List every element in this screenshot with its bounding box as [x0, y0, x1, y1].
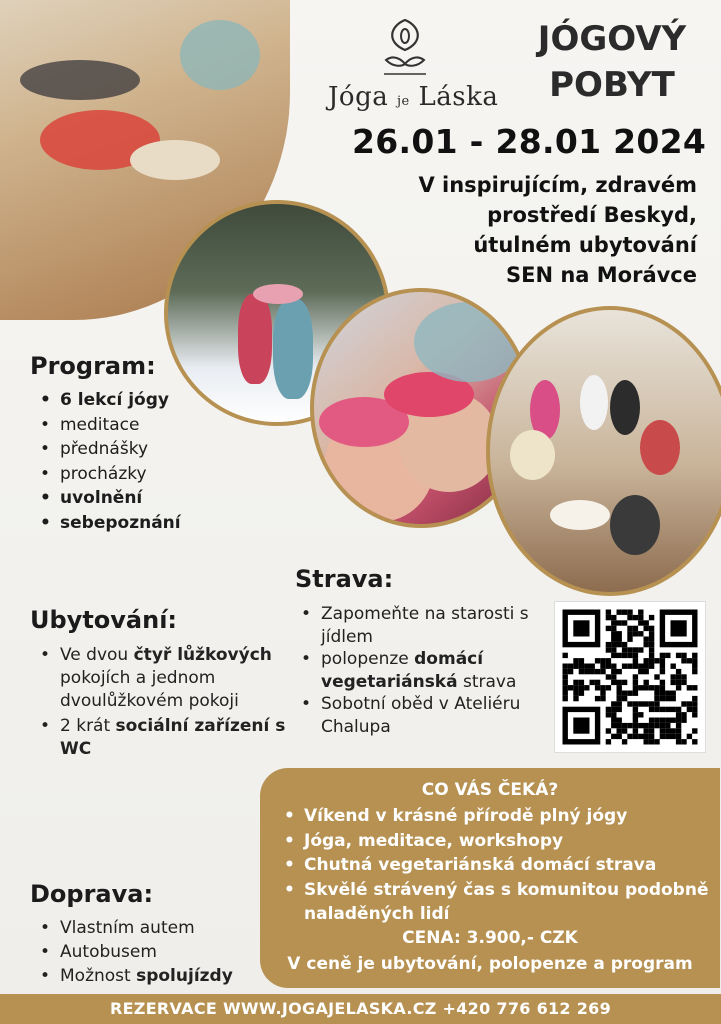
strava-list — [299, 603, 544, 738]
doprava-section — [30, 880, 233, 988]
offer-item: • Víkend v krásné přírodě plný jógy — [282, 804, 712, 829]
ubytovani-item: • 2 krát sociální zařízení s WC — [38, 715, 293, 761]
strava-section — [295, 565, 544, 738]
strava-item: • polopenze domácí vegetariánská strava — [299, 648, 544, 693]
strava-heading: Strava: — [295, 565, 394, 593]
price-label: CENA: 3.900,- CZK — [402, 928, 578, 948]
lotus-logo-icon — [380, 16, 430, 78]
program-section — [30, 352, 181, 535]
doprava-item: • Vlastním autem — [38, 916, 233, 940]
reservation-footer[interactable]: REZERVACE WWW.JOGAJELASKA.CZ +420 776 612 269 — [0, 994, 721, 1024]
event-intro: V inspirujícím, zdravém prostředí Beskyd, útulném ubytování SEN na Morávce — [418, 173, 697, 287]
ubytovani-item: • Ve dvou čtyř lůžkových pokojích a jednom dvoulůžkovém pokoji — [38, 644, 293, 713]
strava-item: • Sobotní oběd v Ateliéru Chalupa — [299, 693, 544, 738]
program-list — [38, 388, 181, 535]
brand-logo-text: Jóga je Láska — [328, 82, 499, 112]
offer-item: • Jóga, meditace, workshopy — [282, 829, 712, 854]
strava-item: • Zapomeňte na starosti s jídlem — [299, 603, 544, 648]
program-item: • 6 lekcí jógy — [38, 388, 181, 413]
event-title: JÓGOVÝ POBYT — [537, 19, 687, 105]
program-item: • sebepoznání — [38, 511, 181, 536]
program-heading: Program: — [30, 352, 156, 380]
offer-panel — [260, 768, 720, 988]
ubytovani-section — [30, 606, 293, 761]
offer-item: • Chutná vegetariánská domácí strava — [282, 853, 712, 878]
price-included: V ceně je ubytování, polopenze a program — [287, 954, 693, 974]
program-item: • meditace — [38, 413, 181, 438]
ubytovani-list — [38, 644, 293, 761]
offer-item: • Skvělé strávený čas s komunitou podobně naladěných lidí — [282, 878, 712, 927]
program-item: • procházky — [38, 462, 181, 487]
program-item: • uvolnění — [38, 486, 181, 511]
program-item: • přednášky — [38, 437, 181, 462]
doprava-heading: Doprava: — [30, 880, 154, 908]
offer-list — [282, 804, 712, 927]
doprava-item: • Autobusem — [38, 940, 233, 964]
qr-code[interactable] — [554, 601, 706, 753]
doprava-list — [38, 916, 233, 988]
photo-meditation-circle — [486, 306, 721, 596]
doprava-item: • Možnost spolujízdy — [38, 964, 233, 988]
offer-title: CO VÁS ČEKÁ? — [421, 780, 559, 800]
ubytovani-heading: Ubytování: — [30, 606, 178, 634]
event-dates: 26.01 - 28.01 2024 — [352, 122, 707, 161]
